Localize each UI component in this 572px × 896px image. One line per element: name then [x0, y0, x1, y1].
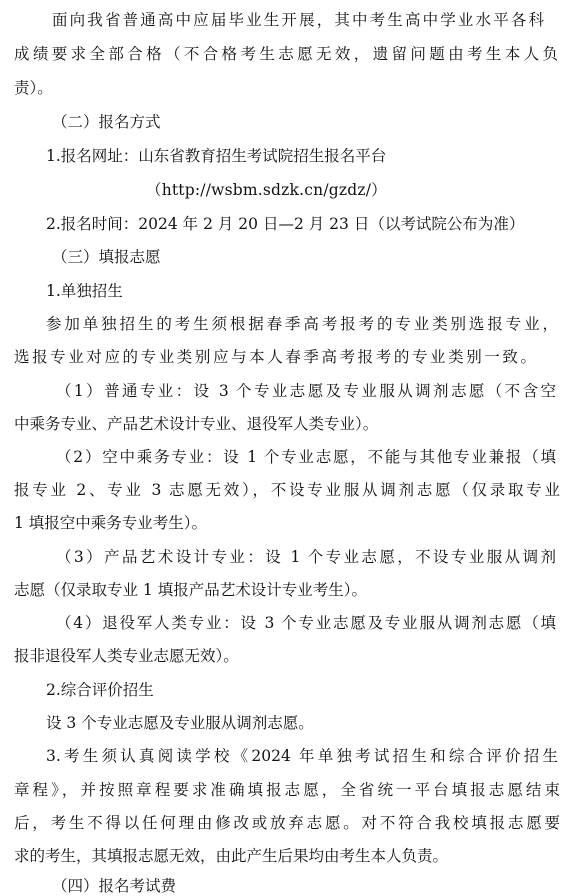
paragraph-line: 报非退役军人类专业志愿无效）。	[14, 647, 239, 665]
list-item: （2）空中乘务专业：设 1 个专业志愿，不能与其他专业兼报（填	[56, 448, 556, 466]
paragraph-line: 章程》，并按照章程要求准确填报志愿，全省统一平台填报志愿结束	[14, 781, 560, 799]
paragraph-line: 1 填报空中乘务专业考生）。	[14, 514, 208, 532]
paragraph-line: 面向我省普通高中应届毕业生开展，其中考生高中学业水平各科	[52, 11, 544, 29]
list-item: 1.报名网址：山东省教育招生考试院招生报名平台	[46, 147, 387, 165]
paragraph-line: 设 3 个专业志愿及专业服从调剂志愿。	[46, 714, 314, 732]
section-heading: （四）报名考试费	[52, 877, 177, 895]
paragraph-line: 中乘务专业、产品艺术设计专业、退役军人类专业）。	[14, 415, 379, 433]
subheading: 2.综合评价招生	[46, 681, 154, 699]
list-item: （4）退役军人类专业：设 3 个专业志愿及专业服从调剂志愿（填	[56, 614, 556, 632]
paragraph-line: 责）。	[14, 79, 53, 97]
paragraph-line: 报专业 2、专业 3 志愿无效），不设专业服从调剂志愿（仅录取专业	[14, 481, 560, 499]
section-heading: （二）报名方式	[52, 113, 161, 131]
subheading: 1.单独招生	[46, 282, 123, 300]
list-item: 2.报名时间：2024 年 2 月 20 日—2 月 23 日（以考试院公布为准）	[46, 215, 525, 233]
url-text: （http://wsbm.sdzk.cn/gzdz/）	[146, 181, 387, 199]
paragraph-line: 后，考生不得以任何理由修改或放弃志愿。对不符合我校填报志愿要	[14, 814, 560, 832]
list-item: （1）普通专业：设 3 个专业志愿及专业服从调剂志愿（不含空	[56, 382, 556, 400]
paragraph-line: 选报专业对应的专业类别应与本人春季高考报考的专业类别一致。	[14, 348, 536, 366]
paragraph-line: 成绩要求全部合格（不合格考生志愿无效，遗留问题由考生本人负	[14, 45, 558, 63]
list-item: 3.考生须认真阅读学校《2024 年单独考试招生和综合评价招生	[46, 747, 558, 765]
paragraph-line: 求的考生，其填报志愿无效，由此产生后果均由考生本人负责。	[14, 847, 449, 865]
section-heading: （三）填报志愿	[52, 248, 161, 266]
paragraph-line: 志愿（仅录取专业 1 填报产品艺术设计专业考生）。	[14, 581, 367, 599]
list-item: （3）产品艺术设计专业：设 1 个专业志愿，不设专业服从调剂	[56, 548, 556, 566]
paragraph-line: 参加单独招生的考生须根据春季高考报考的专业类别选报专业，	[46, 315, 558, 333]
